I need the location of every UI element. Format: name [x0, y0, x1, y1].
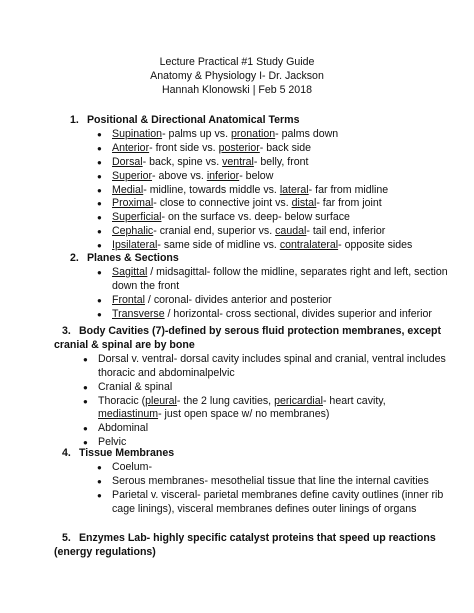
- section-enzymes-lab: [0, 532, 474, 560]
- section-number: 2.: [70, 252, 79, 264]
- list-item: ● Sagittal / midsagittal- follow the midline, separates right and left, section down the front: [112, 266, 474, 294]
- section-planes: [0, 252, 474, 322]
- list-item: ● Serous membranes- mesothelial tissue that line the internal cavities: [112, 475, 474, 489]
- list-item: ● Dorsal v. ventral- dorsal cavity includes spinal and cranial, ventral includes thoracic and abdominalpelvic: [98, 353, 474, 381]
- list-item: ● Frontal / coronal- divides anterior and posterior: [112, 294, 474, 308]
- section-title: Enzymes Lab- highly specific catalyst proteins that speed up reactions: [78, 532, 436, 544]
- section-heading: [0, 447, 474, 461]
- list-item: ● Proximal- close to connective joint vs. distal- far from joint: [112, 197, 474, 211]
- header-title: Lecture Practical #1 Study Guide: [159, 56, 315, 68]
- section-heading: [0, 114, 474, 128]
- list-item: ● Pelvic: [98, 436, 474, 450]
- list-item: ● Cranial & spinal: [98, 381, 474, 395]
- header-author-date: Hannah Klonowski | Feb 5 2018: [162, 83, 312, 96]
- section-number: 5.: [62, 532, 71, 544]
- list-item: ● Coelum-: [112, 461, 474, 475]
- section-heading: [0, 325, 474, 339]
- section-body-cavities: [0, 325, 474, 450]
- section-title: Tissue Membranes: [78, 447, 175, 459]
- document-header: [0, 0, 474, 98]
- section-number: 4.: [62, 447, 71, 459]
- list-item: ● Superficial- on the surface vs. deep- below surface: [112, 211, 474, 225]
- list-item: ● Parietal v. visceral- parietal membranes define cavity outlines (inner rib cage linings), visceral membranes defines outer linings of organs: [112, 489, 474, 517]
- body-cavities-list: [98, 353, 474, 450]
- section-number: 1.: [70, 114, 79, 126]
- list-item: ● Thoracic (pleural- the 2 lung cavities, pericardial- heart cavity, mediastinum- just open space w/ no membranes): [98, 395, 474, 423]
- list-item: ● Ipsilateral- same side of midline vs. contralateral- opposite sides: [112, 239, 474, 253]
- section-heading: [0, 532, 474, 546]
- section-positional-terms: [0, 114, 474, 253]
- list-item: ● Transverse / horizontal- cross sectional, divides superior and inferior: [112, 308, 474, 322]
- section-title: Planes & Sections: [86, 252, 179, 264]
- section-title-continued: (energy regulations): [54, 545, 156, 558]
- list-item: ● Medial- midline, towards middle vs. lateral- far from midline: [112, 184, 474, 198]
- tissue-membranes-list: [112, 461, 474, 517]
- list-item: ● Anterior- front side vs. posterior- back side: [112, 142, 474, 156]
- section-heading: [0, 252, 474, 266]
- list-item: ● Abdominal: [98, 422, 474, 436]
- section-title: Body Cavities (7)-defined by serous fluid protection membranes, except: [78, 325, 441, 337]
- list-item: ● Supination- palms up vs. pronation- palms down: [112, 128, 474, 142]
- list-item: ● Cephalic- cranial end, superior vs. caudal- tail end, inferior: [112, 225, 474, 239]
- section-title-continued: cranial & spinal are by bone: [54, 338, 195, 351]
- header-course: Anatomy & Physiology I- Dr. Jackson: [150, 69, 324, 82]
- positional-terms-list: [112, 128, 474, 253]
- list-item: ● Superior- above vs. inferior- below: [112, 170, 474, 184]
- section-tissue-membranes: [0, 447, 474, 517]
- section-number: 3.: [62, 325, 71, 337]
- section-title: Positional & Directional Anatomical Terms: [86, 114, 300, 126]
- planes-list: [112, 266, 474, 322]
- list-item: ● Dorsal- back, spine vs. ventral- belly, front: [112, 156, 474, 170]
